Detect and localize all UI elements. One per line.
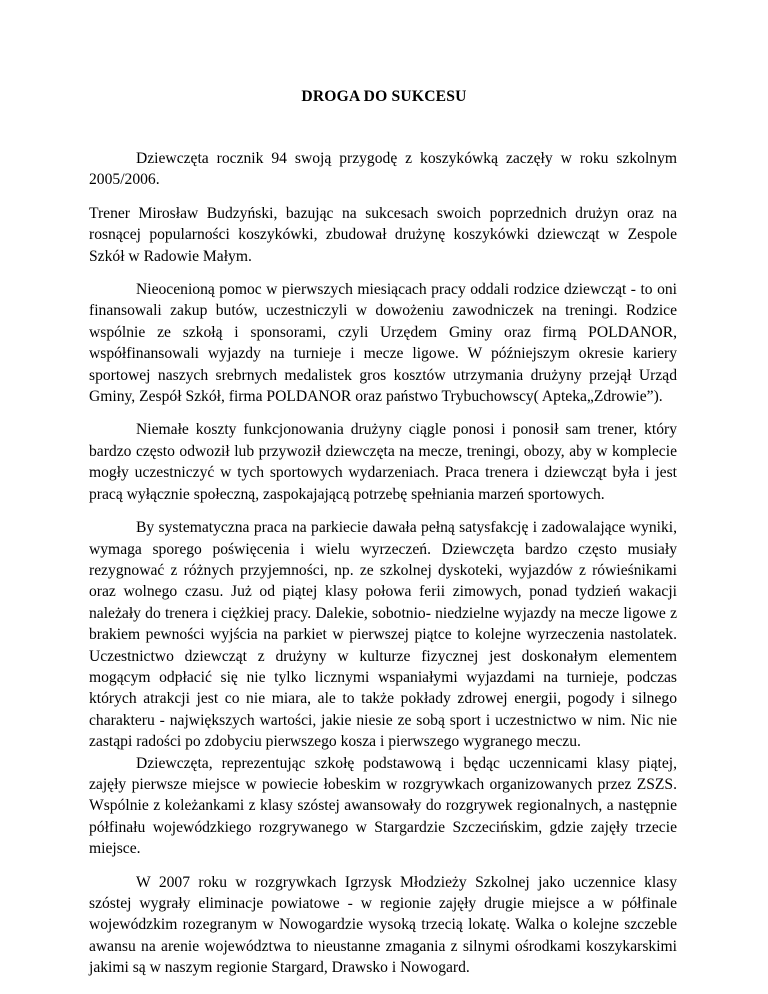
paragraph-results: Dziewczęta, reprezentując szkołę podstawową i będąc uczennicami klasy piątej, zajęły pierwsze miejsce w powiecie łobeskim w rozgrywkach organizowanych przez ZSZS. Wspólnie z koleżankami z klasy szóstej awansowały do rozgrywek regionalnych, a następnie półfinału wojewódzkiego rozgrywanego w Stargardzie Szczecińskim, gdzie zajęły trzecie miejsce.	[89, 754, 677, 858]
paragraph-coach: Trener Mirosław Budzyński, bazując na sukcesach swoich poprzednich drużyn oraz na rosnącej popularności koszykówki, zbudował drużynę koszykówki dziewcząt w Zespole Szkół w Radowie Małym.	[89, 204, 677, 265]
paragraph-costs: Niemałe koszty funkcjonowania drużyny ciągle ponosi i ponosił sam trener, który bardzo często odwoził lub przywoził dziewczęta na mecze, treningi, obozy, aby w komplecie mogły uczestniczyć w tych sportowych wydarzeniach. Praca trenera i dziewcząt była i jest pracą wyłącznie społeczną, zaspokajającą potrzebę spełniania marzeń sportowych.	[89, 421, 677, 503]
paragraph-2007: W 2007 roku w rozgrywkach Igrzysk Młodzieży Szkolnej jako uczennice klasy szóstej wygrały eliminacje powiatowe - w regionie zajęły drugie miejsce a w półfinale wojewódzkim rozegranym w Nowogardzie wysoką trzecią lokatę. Walka o kolejne szczeble awansu na arenie województwa to nieustanne zmagania z silnymi ośrodkami koszykarskimi jakimi są w naszym regionie Stargard, Drawsko i Nowogard.	[89, 873, 677, 977]
paragraph-intro: Dziewczęta rocznik 94 swoją przygodę z koszykówką zaczęły w roku szkolnym 2005/2006.	[89, 150, 677, 189]
document-body	[89, 148, 677, 979]
page-title: DROGA DO SUKCESU	[301, 88, 467, 105]
paragraph-sacrifice: By systematyczna praca na parkiecie dawała pełną satysfakcję i zadowalające wyniki, wymaga sporego poświęcenia i wielu wyrzeczeń. Dziewczęta bardzo często musiały rezygnować z różnych przyjemności, np. ze szkolnej dyskoteki, wyjazdów z rówieśnikami oraz wolnego czasu. Już od piątej klasy połowa ferii zimowych, ponad tydzień wakacji należały do trenera i ciężkiej pracy. Dalekie, sobotnio- niedzielne wyjazdy na mecze ligowe z brakiem pewności wyjścia na parkiet w pierwszej piątce to kolejne wyrzeczenia nastolatek. Uczestnictwo dziewcząt z drużyny w kulturze fizycznej jest doskonałym elementem mogącym odpłacić się nie tylko licznymi wspaniałymi wyjazdami na turnieje, podczas których atrakcji jest co nie miara, ale to także pokłady zdrowej energii, pogody i silnego charakteru - największych wartości, jakie niesie ze sobą sport i uczestnictwo w nim. Nic nie zastąpi radości po zdobyciu pierwszego kosza i pierwszego wygranego meczu.	[89, 519, 677, 751]
paragraph-parents: Nieocenioną pomoc w pierwszych miesiącach pracy oddali rodzice dziewcząt - to oni finansowali zakup butów, uczestniczyli w dowożeniu zawodniczek na treningi. Rodzice wspólnie ze szkołą i sponsorami, czyli Urzędem Gminy oraz firmą POLDANOR, współfinansowali wyjazdy na turnieje i mecze ligowe. W późniejszym okresie kariery sportowej naszych srebrnych medalistek gros kosztów utrzymania drużyny przejął Urząd Gminy, Zespół Szkół, firma POLDANOR oraz państwo Trybuchowscy( Apteka„Zdrowie”).	[89, 281, 677, 406]
